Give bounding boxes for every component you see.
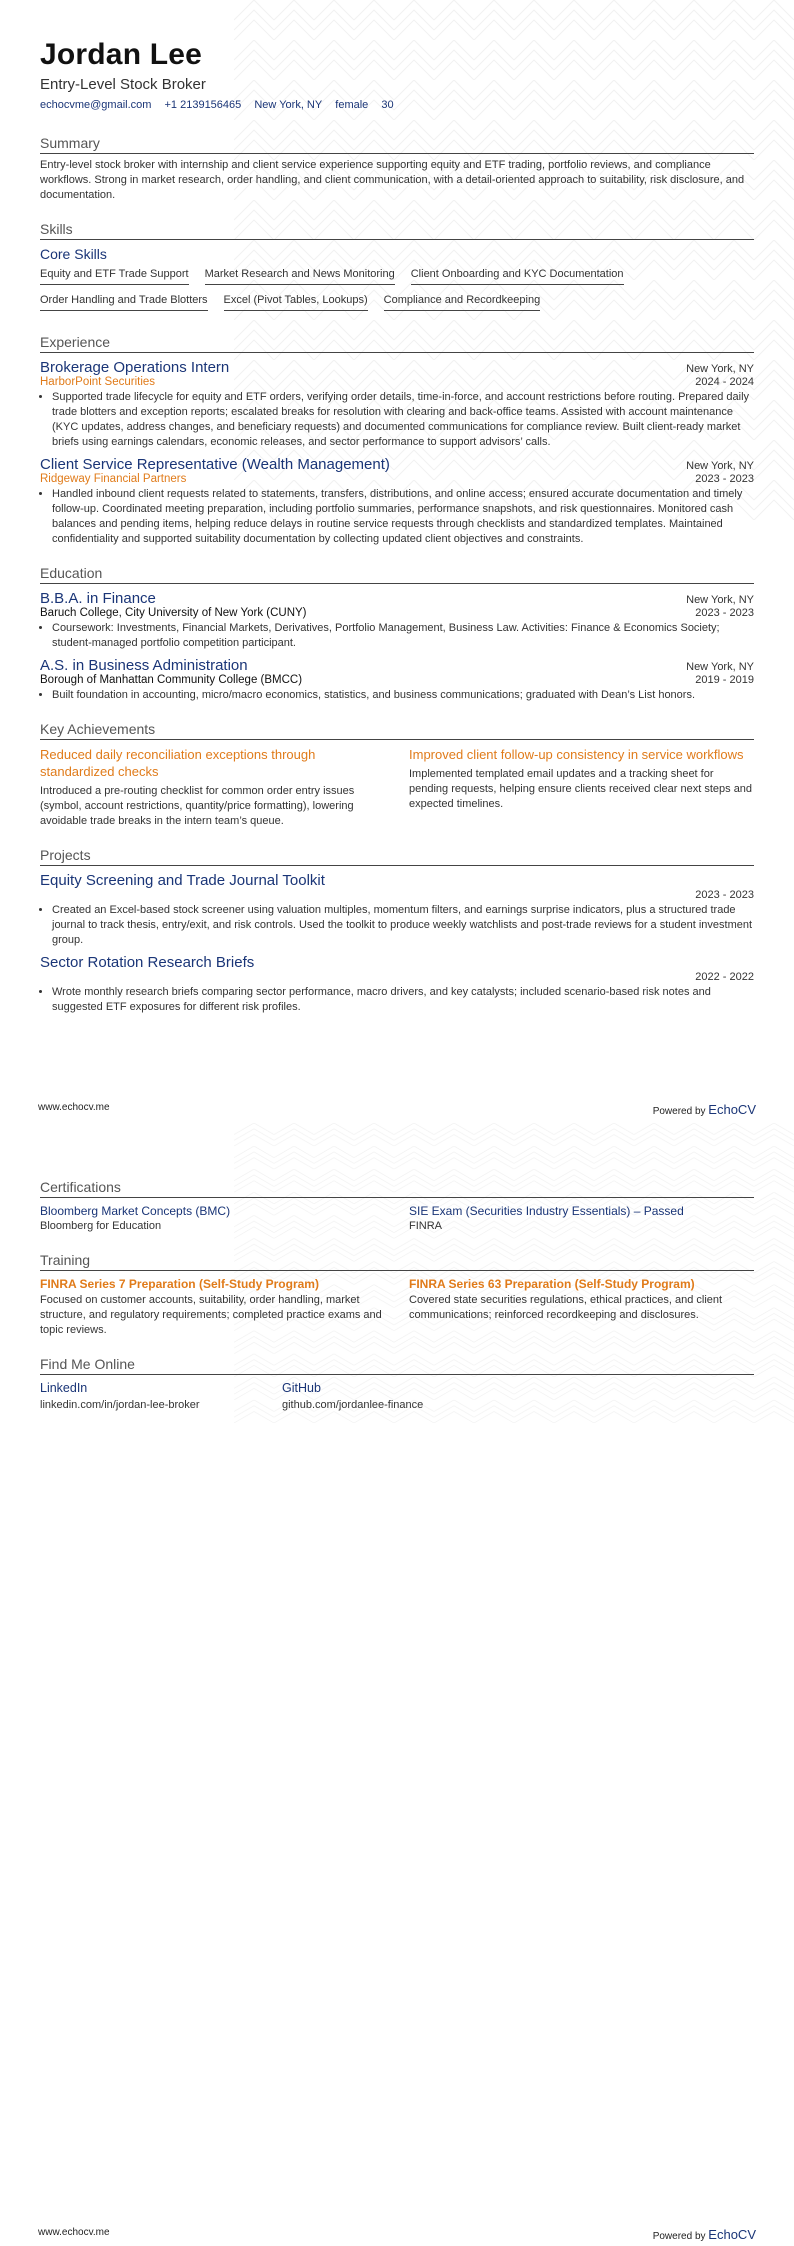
- contact-age: 30: [381, 99, 394, 111]
- education-entry: [40, 657, 754, 703]
- footer-powered: [653, 2227, 756, 2242]
- degree-title: B.B.A. in Finance: [40, 590, 156, 607]
- contact-phone[interactable]: +1 2139156465: [164, 99, 242, 111]
- education-description: • Built foundation in accounting, micro/macro economics, statistics, and business communications; graduated with Dean’s List honors.: [52, 688, 754, 703]
- training-description: Covered state securities regulations, ethical practices, and client communications; reinforced recordkeeping and disclosures.: [409, 1294, 723, 1321]
- job-company: HarborPoint Securities: [40, 376, 156, 388]
- project-description: • Wrote monthly research briefs comparing sector performance, macro drivers, and key catalysts; included scenario-based risk notes and suggested ETF exposures for different risk profiles.: [52, 985, 754, 1015]
- training-item: [40, 1277, 385, 1338]
- school-name: Borough of Manhattan Community College (BMCC): [40, 674, 303, 686]
- resume-page-2: [0, 1123, 794, 2246]
- degree-title: A.S. in Business Administration: [40, 657, 248, 674]
- powered-by-label: Powered by: [652, 1106, 706, 1117]
- project-dates: 2023 - 2023: [695, 889, 754, 901]
- project-entry: [40, 954, 754, 1015]
- project-title: Equity Screening and Trade Journal Toolkit: [40, 872, 325, 889]
- job-location: New York, NY: [686, 460, 754, 472]
- school-name: Baruch College, City University of New York (CUNY): [40, 607, 307, 619]
- summary-text: Entry-level stock broker with internship and client service experience supporting equity and ETF trading, portfolio reviews, and compliance workflows. Strong in market research, order handling, and client communication, with a detail-oriented approach to suitability, risk disclosure, and documentation.: [40, 159, 745, 201]
- contact-info: [40, 99, 754, 111]
- page-footer: [38, 2227, 756, 2242]
- education-entry: [40, 590, 754, 651]
- education-dates: 2019 - 2019: [695, 674, 754, 686]
- training-title: FINRA Series 7 Preparation (Self-Study Program): [40, 1277, 319, 1291]
- contact-location: New York, NY: [254, 99, 323, 111]
- linkedin-url[interactable]: linkedin.com/in/jordan-lee-broker: [40, 1399, 200, 1411]
- job-description: • Handled inbound client requests related to statements, transfers, distributions, and online access; ensured accurate documentation and timely follow-up. Coordinated meeting preparation, including portfolio summaries, performance snapshots, and risk questionnaires. Monitored cash balances and pending items, helping reduce delays in routine service requests through checklists and standardized templates. Maintained confidentiality and supported suitability documentation by collecting updated client objectives and constraints.: [52, 487, 754, 547]
- contact-gender: female: [335, 99, 369, 111]
- online-links: [40, 1381, 754, 1411]
- certifications-heading: Certifications: [40, 1179, 754, 1198]
- certification-title: SIE Exam (Securities Industry Essentials) – Passed: [409, 1204, 684, 1218]
- page-footer: [38, 1102, 756, 1117]
- project-description: • Created an Excel-based stock screener using valuation multiples, momentum filters, and earnings surprise indicators, plus a structured trade journal to track thesis, entry/exit, and risk controls. Used the toolkit to produce weekly watchlists and post-trade reviews for a student investment group.: [52, 903, 754, 948]
- achievement-item: [40, 746, 385, 829]
- project-title: Sector Rotation Research Briefs: [40, 954, 255, 971]
- job-company: Ridgeway Financial Partners: [40, 473, 187, 485]
- training-list: [40, 1277, 754, 1338]
- experience-entry: [40, 456, 754, 547]
- education-heading: Education: [40, 565, 754, 584]
- contact-email[interactable]: echocvme@gmail.com: [40, 99, 152, 111]
- training-description: Focused on customer accounts, suitability, order handling, market structure, and regulatory requirements; completed practice exams and topic reviews.: [40, 1294, 382, 1336]
- job-dates: 2023 - 2023: [695, 473, 754, 485]
- github-label[interactable]: GitHub: [282, 1381, 321, 1395]
- online-item-linkedin[interactable]: [40, 1381, 282, 1411]
- achievement-title: Reduced daily reconciliation exceptions through standardized checks: [40, 747, 316, 779]
- footer-site-link[interactable]: www.echocv.me: [38, 1102, 110, 1113]
- certification-item: [409, 1204, 754, 1232]
- footer-powered: [653, 1102, 756, 1117]
- brand-logo[interactable]: EchoCV: [708, 2227, 756, 2242]
- experience-heading: Experience: [40, 334, 754, 353]
- achievement-description: Introduced a pre-routing checklist for common order entry issues (symbol, account restrictions, quantity/price formatting), lowering avoidable trade breaks in the intern team’s queue.: [40, 785, 355, 827]
- achievement-item: [409, 746, 754, 829]
- certifications-list: [40, 1204, 754, 1232]
- summary-heading: Summary: [40, 135, 754, 154]
- github-url[interactable]: github.com/jordanlee-finance: [282, 1399, 424, 1411]
- projects-heading: Projects: [40, 847, 754, 866]
- experience-entry: [40, 359, 754, 450]
- project-entry: [40, 872, 754, 948]
- achievements-list: [40, 746, 754, 829]
- achievement-title: Improved client follow-up consistency in service workflows: [409, 747, 744, 762]
- online-item-github[interactable]: [282, 1381, 524, 1411]
- brand-logo[interactable]: EchoCV: [708, 1102, 756, 1117]
- training-heading: Training: [40, 1252, 754, 1271]
- skill-item: Equity and ETF Trade Support: [40, 268, 189, 285]
- job-role: Client Service Representative (Wealth Management): [40, 456, 390, 473]
- project-dates: 2022 - 2022: [695, 971, 754, 983]
- skill-item: Compliance and Recordkeeping: [384, 294, 541, 311]
- school-location: New York, NY: [686, 661, 754, 673]
- skill-item: Client Onboarding and KYC Documentation: [411, 268, 624, 285]
- job-location: New York, NY: [686, 363, 754, 375]
- achievements-heading: Key Achievements: [40, 721, 754, 740]
- certification-title: Bloomberg Market Concepts (BMC): [40, 1204, 231, 1218]
- skill-item: Market Research and News Monitoring: [205, 268, 395, 285]
- skills-heading: Skills: [40, 221, 754, 240]
- job-description: • Supported trade lifecycle for equity and ETF orders, verifying order details, time-in-force, and account restrictions before routing. Prepared daily trade blotters and exception reports; escalated breaks for resolution with clearing and back-office teams. Assisted with account maintenance (KYC updates, address changes, and beneficiary requests) and documented communications for compliance review. Built client-ready market briefs using earnings calendars, economic releases, and sector performance to support advisors’ calls.: [52, 390, 754, 450]
- job-role: Brokerage Operations Intern: [40, 359, 230, 376]
- training-item: [409, 1277, 754, 1338]
- skill-item: Order Handling and Trade Blotters: [40, 294, 208, 311]
- achievement-description: Implemented templated email updates and a tracking sheet for pending requests, helping ensure clients received clear next steps and expected timelines.: [409, 768, 753, 810]
- linkedin-label[interactable]: LinkedIn: [40, 1381, 88, 1395]
- school-location: New York, NY: [686, 594, 754, 606]
- footer-site-link[interactable]: www.echocv.me: [38, 2227, 110, 2238]
- core-skills-heading: Core Skills: [40, 246, 107, 262]
- certification-issuer: FINRA: [409, 1220, 442, 1232]
- online-heading: Find Me Online: [40, 1356, 754, 1375]
- certification-item: [40, 1204, 385, 1232]
- skills-list: [40, 268, 754, 320]
- candidate-title: Entry-Level Stock Broker: [40, 76, 206, 93]
- education-dates: 2023 - 2023: [695, 607, 754, 619]
- education-description: • Coursework: Investments, Financial Markets, Derivatives, Portfolio Management, Business Law. Activities: Finance & Economics Society; student-managed portfolio competition participant.: [52, 621, 754, 651]
- powered-by-label: Powered by: [652, 2231, 706, 2242]
- certification-issuer: Bloomberg for Education: [40, 1220, 162, 1232]
- skill-item: Excel (Pivot Tables, Lookups): [224, 294, 368, 311]
- candidate-name: Jordan Lee: [40, 38, 203, 71]
- training-title: FINRA Series 63 Preparation (Self-Study Program): [409, 1277, 695, 1291]
- job-dates: 2024 - 2024: [695, 376, 754, 388]
